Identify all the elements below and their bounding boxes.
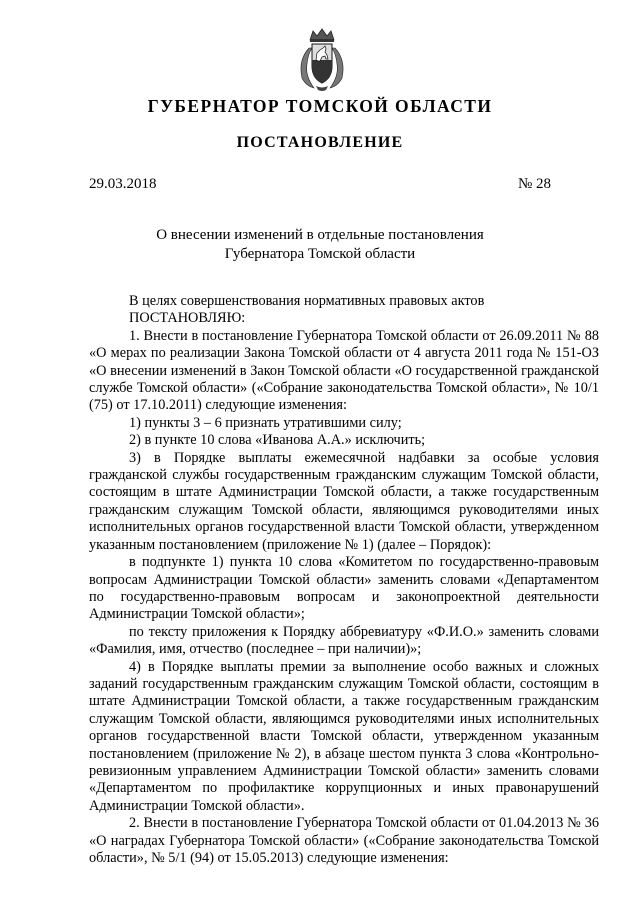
paragraph: 2. Внести в постановление Губернатора Томской области от 01.04.2013 № 36 «О наградах Губернатора Томской области» («Собрание законодательства Томской области», № 5/1 (94) от 15.05.2013) следующие изменения:	[89, 815, 599, 866]
paragraph: 2) в пункте 10 слова «Иванова А.А.» исключить;	[129, 432, 426, 449]
paragraph: по тексту приложения к Порядку аббревиатуру «Ф.И.О.» заменить словами «Фамилия, имя, отчество (последнее – при наличии)»;	[89, 623, 599, 658]
subject-line-1: О внесении изменений в отдельные постановления	[156, 227, 484, 243]
document-subject	[0, 226, 640, 264]
paragraph: В целях совершенствования нормативных правовых актов	[129, 293, 485, 309]
paragraph: ПОСТАНОВЛЯЮ:	[129, 310, 246, 327]
document-date: 29.03.2018	[89, 176, 157, 192]
document-title: ГУБЕРНАТОР ТОМСКОЙ ОБЛАСТИ	[147, 96, 493, 116]
paragraph: 1. Внести в постановление Губернатора Томской области от 26.09.2011 № 88 «О мерах по реализации Закона Томской области от 4 августа 2011 года № 151-ОЗ «О внесении изменений в Закон Томской области «О государственной гражданской службе Томской области» («Собрание законодательства Томской области», № 10/1 (75) от 17.10.2011) следующие изменения:	[89, 327, 599, 414]
paragraph: в подпункте 1) пункта 10 слова «Комитетом по государственно-правовым вопросам Администрации Томской области» заменить словами «Департаментом по государственно-правовым вопросам и законопроектной деятельности Администрации Томской области»;	[89, 554, 599, 623]
document-number: № 28	[517, 176, 551, 192]
subject-line-2: Губернатора Томской области	[224, 246, 416, 262]
paragraph: 1) пункты 3 – 6 признать утратившими силу;	[129, 414, 402, 431]
paragraph: 4) в Порядке выплаты премии за выполнение особо важных и сложных заданий государственным гражданским служащим Томской области, состоящим в штате Администрации Томской области, а также государственным гражданским служащим Томской области, являющимся руководителями иных исполнительных органов государственной власти Томской области, утвержденном указанным постановлением (приложение № 2), в абзаце шестом пункта 3 слова «Контрольно-ревизионным управлением Администрации Томской области» заменить словами «Департаментом по профилактике коррупционных и иных правонарушений Администрации Томской области».	[89, 658, 599, 814]
document-type: ПОСТАНОВЛЕНИЕ	[236, 134, 404, 151]
tomsk-coat-of-arms-icon	[296, 26, 348, 92]
document-body	[89, 293, 599, 867]
paragraph: 3) в Порядке выплаты ежемесячной надбавки за особые условия гражданской службы государственным гражданским служащим Томской области, состоящим в штате Администрации Томской области, а также государственным гражданским служащим Томской области, являющимся руководителями иных исполнительных органов государственной власти Томской области, утвержденном указанным постановлением (приложение № 1) (далее – Порядок):	[89, 449, 599, 553]
